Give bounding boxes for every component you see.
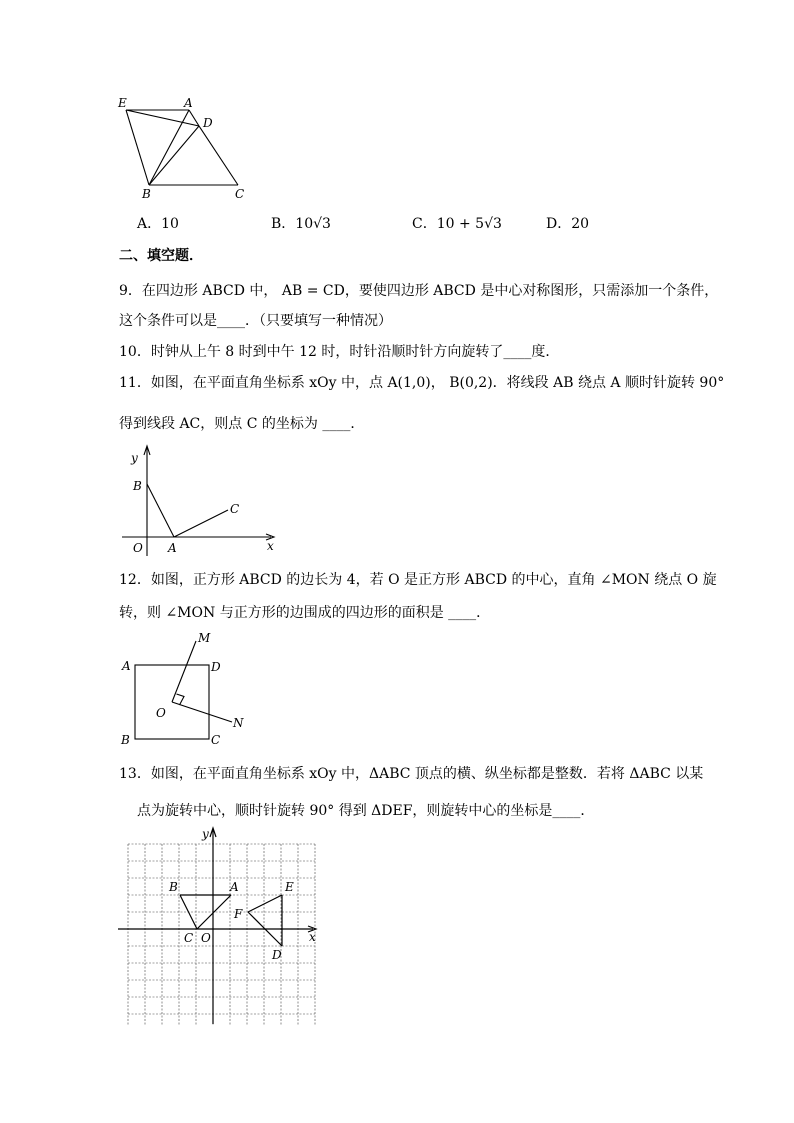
q11-figure (118, 444, 288, 560)
q8-option-b: B．10√3 (271, 216, 331, 232)
q8-figure (112, 92, 262, 204)
q13-line2: 点为旋转中心，顺时针旋转 90° 得到 ΔDEF，则旋转中心的坐标是____． (137, 803, 595, 819)
q13-label-b: B (169, 880, 178, 894)
q8-label-e: E (118, 96, 127, 110)
q9-line2: 这个条件可以是____．（只要填写一种情况） (119, 313, 392, 329)
q11-line1: 11．如图，在平面直角坐标系 xOy 中，点 A(1,0)， B(0,2)．将线段 AB 绕点 A 顺时针旋转 90° (119, 375, 725, 391)
q12-line1: 12．如图，正方形 ABCD 的边长为 4，若 O 是正方形 ABCD 的中心，直角 ∠MON 绕点 O 旋 (119, 572, 717, 588)
q12-figure (118, 628, 258, 750)
q11-label-y: y (131, 451, 138, 465)
q8-label-b: B (142, 187, 151, 201)
q13-label-y: y (202, 827, 209, 841)
q13-line1: 13．如图，在平面直角坐标系 xOy 中，ΔABC 顶点的横、纵坐标都是整数．若将 ΔABC 以某 (119, 766, 704, 782)
q11-label-a: A (168, 541, 177, 555)
q13-label-d: D (272, 948, 282, 962)
q11-label-x: x (267, 539, 274, 553)
q8-option-d: D．20 (546, 216, 590, 232)
q11-line2: 得到线段 AC，则点 C 的坐标为 ____． (119, 416, 365, 432)
q12-label-n: N (233, 716, 244, 730)
q8-label-c: C (235, 187, 245, 201)
q8-label-a: A (184, 96, 193, 110)
q10-line1: 10．时钟从上午 8 时到中午 12 时，时针沿顺时针方向旋转了____度． (119, 344, 560, 360)
q8-label-d: D (203, 116, 213, 130)
q12-line2: 转，则 ∠MON 与正方形的边围成的四边形的面积是 ____． (119, 605, 491, 621)
q12-label-m: M (198, 631, 211, 645)
q12-label-c: C (211, 733, 221, 747)
q11-label-b: B (133, 479, 142, 493)
q13-label-a: A (230, 880, 239, 894)
q13-label-o: O (201, 931, 211, 945)
q8-option-a: A．10 (137, 216, 179, 232)
q8-option-c: C．10 + 5√3 (412, 216, 502, 232)
q9-line1: 9．在四边形 ABCD 中， AB = CD，要使四边形 ABCD 是中心对称图形，只需添加一个条件， (119, 283, 719, 299)
q12-label-b: B (121, 733, 130, 747)
q13-label-c: C (184, 931, 194, 945)
q12-label-d: D (211, 660, 221, 674)
q13-label-x: x (309, 930, 316, 944)
section-title: 二、填空题． (119, 248, 203, 264)
q13-figure (112, 826, 327, 1026)
q11-label-o: O (133, 541, 143, 555)
q13-label-e: E (285, 880, 294, 894)
q12-label-o: O (156, 706, 166, 720)
q12-label-a: A (122, 659, 131, 673)
q13-label-f: F (234, 907, 243, 921)
q11-label-c: C (230, 502, 240, 516)
